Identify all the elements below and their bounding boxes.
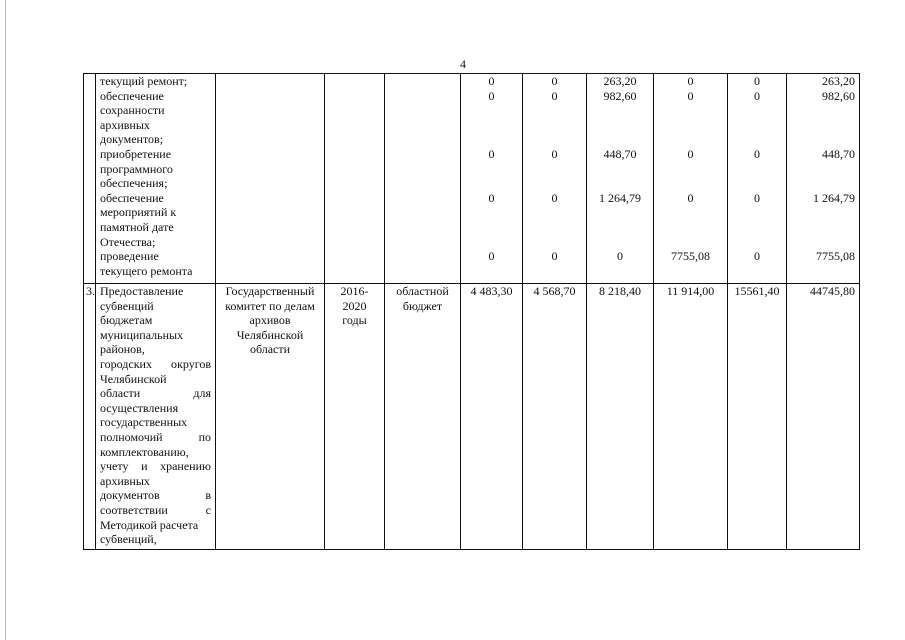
year-2019-cell: 11 914,00 — [654, 284, 728, 550]
page-margin-line — [5, 0, 6, 640]
table-row-item-3 — [84, 284, 860, 550]
total-cell: 263,20 982,60 448,70 1 264,79 7755,08 — [787, 74, 860, 284]
funding-source-cell: областной бюджет — [385, 284, 461, 550]
total-cell: 44745,80 — [787, 284, 860, 550]
year-2016-cell: 4 483,30 — [461, 284, 523, 550]
year-2020-cell: 15561,40 — [728, 284, 787, 550]
funding-source-cell — [385, 74, 461, 284]
table-row-continuation — [84, 74, 860, 284]
year-2017-cell: 0 0 0 0 0 — [523, 74, 587, 284]
row-number-cell — [84, 74, 96, 284]
activity-name-cell: Предоставление субвенций бюджетам муниципальных районов, городских округов Челябинской области для осуществления государственных полномочий по комплектованию, учету и хранению архивных документов в соответствии с Методикой расчета субвенций, — [96, 284, 216, 550]
year-2020-cell: 0 0 0 0 0 — [728, 74, 787, 284]
year-2016-cell: 0 0 0 0 0 — [461, 74, 523, 284]
year-2018-cell: 8 218,40 — [587, 284, 654, 550]
program-table — [83, 73, 860, 550]
period-cell — [325, 74, 385, 284]
year-2019-cell: 0 0 0 0 7755,08 — [654, 74, 728, 284]
executor-cell — [216, 74, 325, 284]
page-number: 4 — [460, 57, 466, 71]
period-cell: 2016- 2020 годы — [325, 284, 385, 550]
row-number-cell: 3. — [84, 284, 96, 550]
activity-name-cell: текущий ремонт; обеспечение сохранности архивных документов; приобретение программного обеспечения; обеспечение мероприятий к памятной дате Отечества; проведение текущего ремонта — [96, 74, 216, 284]
year-2017-cell: 4 568,70 — [523, 284, 587, 550]
year-2018-cell: 263,20 982,60 448,70 1 264,79 0 — [587, 74, 654, 284]
executor-cell: Государственный комитет по делам архивов Челябинской области — [216, 284, 325, 550]
